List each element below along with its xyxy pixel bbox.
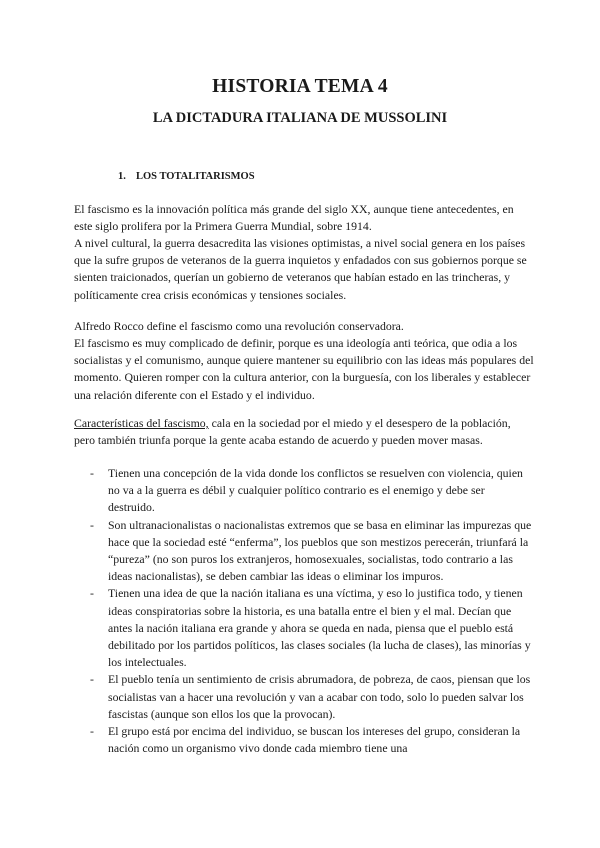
list-item — [74, 671, 534, 723]
bullet-dash: - — [90, 466, 94, 480]
list-item — [74, 465, 534, 517]
list-item-text: Tienen una idea de que la nación italiana es una víctima, y eso lo justifica todo, y tienen ideas conspiratorias sobre la historia, es una batalla entre el bien y el mal. Decían que antes la nación italiana era grande y ahora se queda en nada, piensa que el pueblo está debilitado por los partidos políticos, las clases sociales (la lucha de clases), las minorías y los intelectuales. — [108, 586, 531, 670]
list-item-text: El grupo está por encima del individuo, se buscan los intereses del grupo, consideran la nación como un organismo vivo donde cada miembro tiene una — [108, 724, 521, 756]
section-heading — [118, 171, 255, 182]
list-item-text: Tienen una concepción de la vida donde los conflictos se resuelven con violencia, quien no va a la guerra es débil y cualquier político contrario es el enemigo y debe ser destruido. — [108, 466, 523, 515]
list-item — [74, 723, 534, 757]
document-title: HISTORIA TEMA 4 — [212, 76, 388, 97]
paragraph-war-impact: A nivel cultural, la guerra desacredita las visiones optimistas, a nivel social genera en los países que la sufre grupos de veteranos de la guerra inquietos y enfadados con sus gobiernos porque se sienten traicionados, querían un gobierno de veteranos que habían estado en las trincheras, y políticamente crea crisis económicas y tensiones sociales. — [74, 236, 527, 302]
bullet-dash: - — [90, 724, 94, 739]
list-item-text: Son ultranacionalistas o nacionalistas extremos que se basa en eliminar las impurezas que hace que la sociedad esté “enferma”, los pueblos que son mestizos perecerán, triunfará la “pureza” (no son puros los extranjeros, homosexuales, socialistas, todo contrario a las ideas nacionalistas), se deben cambiar las ideas o eliminar los impuros. — [108, 517, 532, 584]
paragraph-fascism-definition: El fascismo es muy complicado de definir, porque es una ideología anti teórica, que odia a los socialistas y el comunismo, aunque quiere mantener su equilibrio con las ideas más populares del momento. Quieren romper con la cultura anterior, con la burguesía, con los liberales y establecer una relación diferente con el Estado y el individuo. — [74, 336, 534, 402]
list-item — [74, 585, 534, 671]
bullet-dash: - — [90, 517, 94, 532]
list-item — [74, 517, 534, 586]
paragraph-rocco-definition: Alfredo Rocco define el fascismo como una revolución conservadora. — [74, 319, 404, 333]
section-title: LOS TOTALITARISMOS — [136, 171, 255, 182]
list-item-text: El pueblo tenía un sentimiento de crisis abrumadora, de pobreza, de caos, piensan que los socialistas van a hacer una revolución y van a acabar con todo, solo lo pueden salvar los fascistas (aunque son ellos los que la provocan). — [108, 672, 531, 721]
characteristics-heading: Características del fascismo, — [74, 416, 209, 430]
characteristics-intro: cala en la sociedad por el miedo y el desespero de la población, pero también triunfa porque la gente acaba estando de acuerdo y pueden mover masas. — [74, 416, 511, 448]
characteristics-list — [74, 465, 534, 757]
paragraph-fascism-intro: El fascismo es la innovación política más grande del siglo XX, aunque tiene antecedentes, en este siglo prolifera por la Primera Guerra Mundial, sobre 1914. — [74, 202, 514, 234]
bullet-dash: - — [90, 672, 94, 687]
bullet-dash: - — [90, 586, 94, 601]
section-number: 1. — [118, 171, 126, 182]
document-subtitle: LA DICTADURA ITALIANA DE MUSSOLINI — [152, 110, 448, 126]
paragraph-characteristics — [74, 415, 534, 449]
